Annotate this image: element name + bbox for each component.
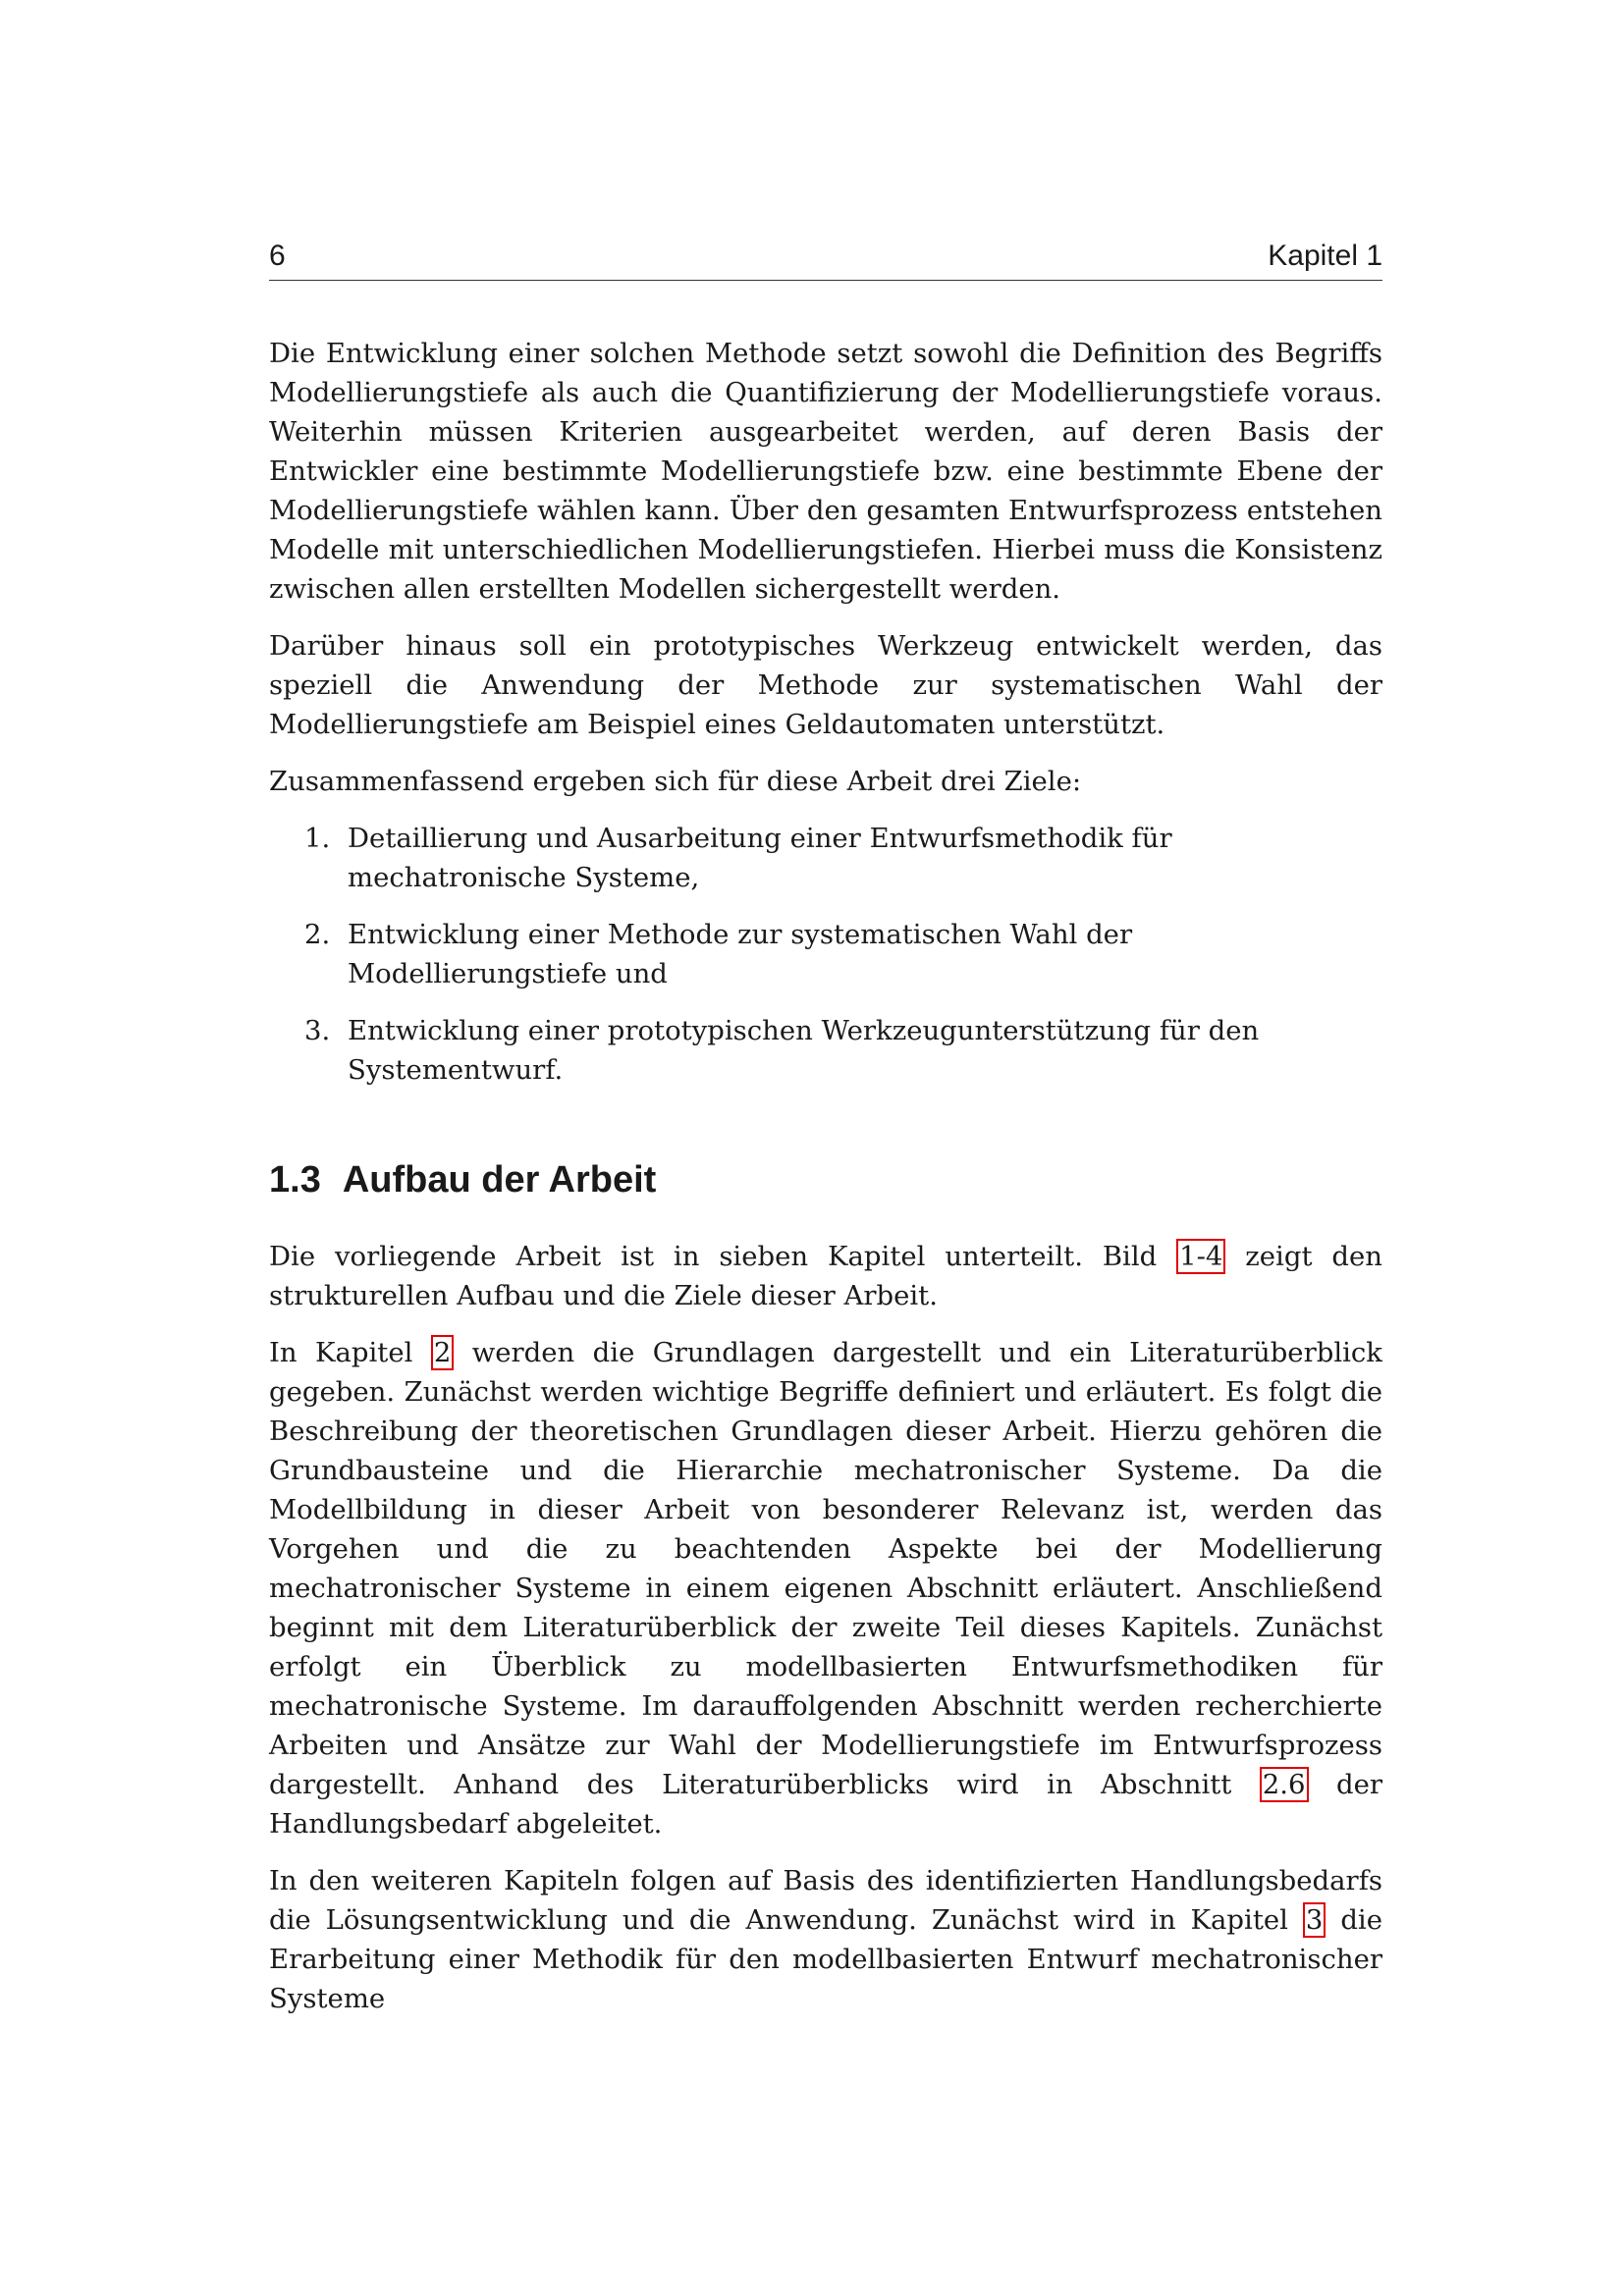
chapter-reference-link[interactable]: 3: [1303, 1902, 1326, 1938]
list-item-number: 1.: [304, 823, 331, 854]
list-item-text: Entwicklung einer Methode zur systematischen Wahl der Modellierungstiefe und: [348, 919, 1133, 989]
paragraph-chapter-2-summary: [269, 1333, 1382, 1843]
text-run: In den weiteren Kapiteln folgen auf Basis des identifizierten Handlungsbedarfs die Lösungsentwicklung und die Anwendung. Zunächst wird in Kapitel: [269, 1865, 1382, 1936]
text-run: zeigt den strukturellen Aufbau und die Ziele dieser Arbeit.: [269, 1241, 1382, 1311]
text-run: der Handlungsbedarf abgeleitet.: [269, 1769, 1383, 1840]
list-item: [269, 1011, 1382, 1090]
paragraph-goals-intro: Zusammenfassend ergeben sich für diese Arbeit drei Ziele:: [269, 766, 1082, 797]
section-heading: [269, 1156, 1382, 1203]
list-item: [269, 915, 1382, 993]
text-run: Die vorliegende Arbeit ist in sieben Kapitel unterteilt. Bild: [269, 1241, 1177, 1272]
chapter-reference-link[interactable]: 2: [431, 1335, 455, 1370]
list-item: [269, 819, 1382, 897]
page-number: 6: [269, 240, 286, 272]
paragraph-further-chapters: [269, 1861, 1382, 2018]
list-item-text: Entwicklung einer prototypischen Werkzeugunterstützung für den Systementwurf.: [348, 1015, 1260, 1086]
goal-list: [269, 819, 1382, 1090]
running-head: Kapitel 1: [1268, 240, 1382, 272]
list-item-text: Detaillierung und Ausarbeitung einer Entwurfsmethodik für mechatronische Systeme,: [348, 823, 1172, 893]
section-number: 1.3: [269, 1159, 321, 1201]
text-run: In Kapitel: [269, 1337, 431, 1368]
list-item-number: 2.: [304, 919, 331, 950]
paragraph-prototype-tool: Darüber hinaus soll ein prototypisches Werkzeug entwickelt werden, das speziell die Anwendung der Methode zur systematischen Wahl der Modellierungstiefe am Beispiel eines Geldautomaten unterstützt.: [269, 630, 1382, 740]
section-reference-link[interactable]: 2.6: [1260, 1767, 1309, 1802]
body-text: [269, 334, 1382, 2036]
paragraph-method-definition: Die Entwicklung einer solchen Methode setzt sowohl die Definition des Begriffs Modellierungstiefe als auch die Quantifizierung der Modellierungstiefe voraus. Weiterhin müssen Kriterien ausgearbeitet werden, auf deren Basis der Entwickler eine bestimmte Modellierungstiefe bzw. eine bestimmte Ebene der Modellierungstiefe wählen kann. Über den gesamten Entwurfsprozess entstehen Modelle mit unterschiedlichen Modellierungstiefen. Hierbei muss die Konsistenz zwischen allen erstellten Modellen sichergestellt werden.: [269, 338, 1382, 605]
text-run: die Erarbeitung einer Methodik für den modellbasierten Entwurf mechatronischer Systeme: [269, 1904, 1383, 2014]
figure-reference-link[interactable]: 1-4: [1176, 1239, 1225, 1274]
text-run: werden die Grundlagen dargestellt und ein Literaturüberblick gegeben. Zunächst werden wichtige Begriffe definiert und erläutert. Es folgt die Beschreibung der theoretischen Grundlagen dieser Arbeit. Hierzu gehören die Grundbausteine und die Hierarchie mechatronischer Systeme. Da die Modellbildung in dieser Arbeit von besonderer Relevanz ist, werden das Vorgehen und die zu beachtenden Aspekte bei der Modellierung mechatronischer Systeme in einem eigenen Abschnitt erläutert. Anschließend beginnt mit dem Literaturüberblick der zweite Teil dieses Kapitels. Zunächst erfolgt ein Überblick zu modellbasierten Entwurfsmethodiken für mechatronische Systeme. Im darauffolgenden Abschnitt werden recherchierte Arbeiten und Ansätze zur Wahl der Modellierungstiefe im Entwurfsprozess dargestellt. Anhand des Literaturüberblicks wird in Abschnitt: [269, 1337, 1382, 1800]
paragraph-structure-overview: [269, 1237, 1382, 1315]
page-header: [269, 239, 1382, 281]
section-title: Aufbau der Arbeit: [342, 1159, 657, 1201]
list-item-number: 3.: [304, 1015, 331, 1046]
